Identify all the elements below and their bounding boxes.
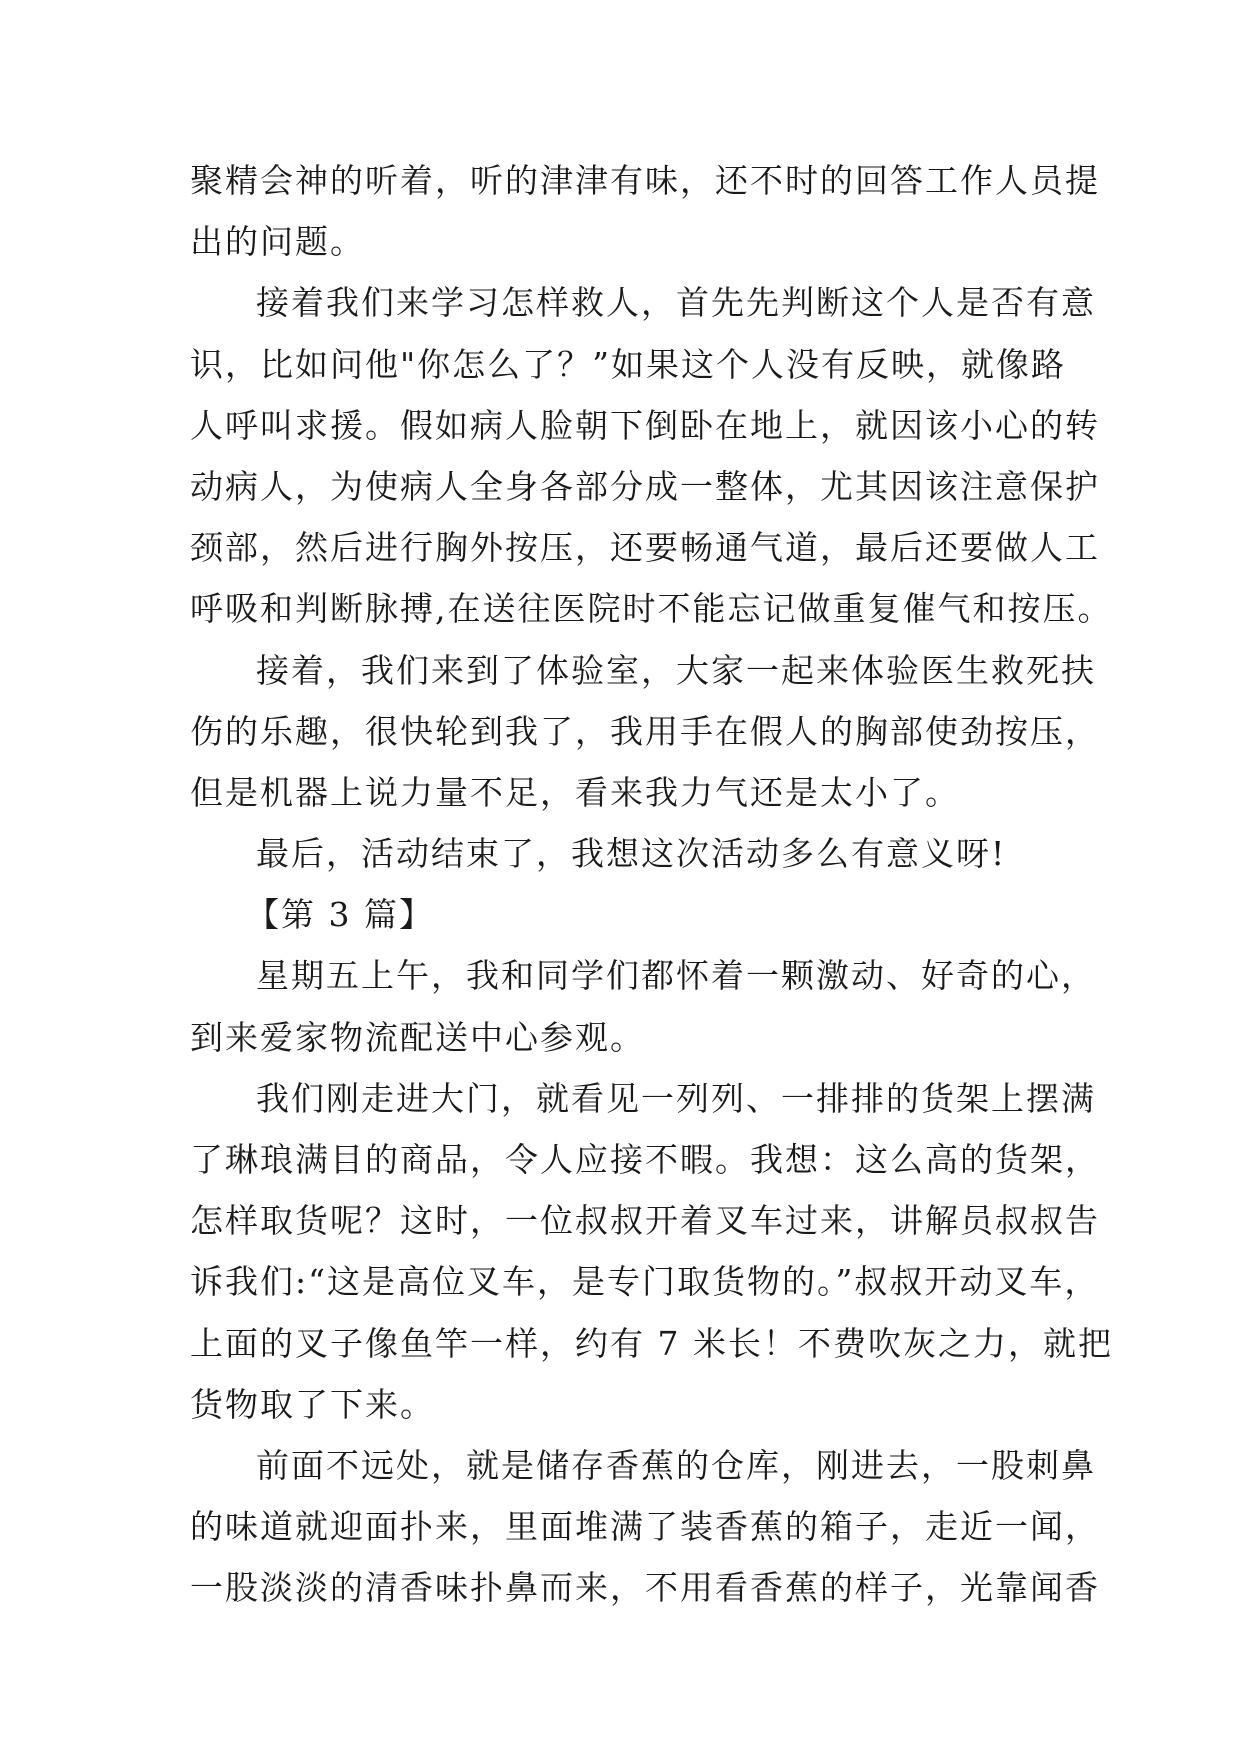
document-body: [190, 150, 1113, 1619]
text-line: 上面的叉子像鱼竿一样，约有 7 米长！不费吹灰之力，就把: [190, 1323, 1113, 1363]
paragraph-start-line: 最后，活动结束了，我想这次活动多么有意义呀!: [256, 834, 1007, 874]
text-line: 但是机器上说力量不足，看来我力气还是太小了。: [190, 772, 960, 812]
paragraph-start-line: 我们刚走进大门，就看见一列列、一排排的货架上摆满: [256, 1078, 1096, 1118]
text-line: 呼吸和判断脉搏,在送往医院时不能忘记做重复催气和按压。: [190, 589, 1113, 629]
text-line: 货物取了下来。: [190, 1384, 435, 1424]
paragraph-start-line: 前面不远处，就是储存香蕉的仓库，刚进去，一股刺鼻: [256, 1445, 1096, 1485]
text-line: 到来爱家物流配送中心参观。: [190, 1017, 645, 1057]
text-line: 人呼叫求援。假如病人脸朝下倒卧在地上，就因该小心的转: [190, 405, 1100, 445]
text-line: 动病人，为使病人全身各部分成一整体，尤其因该注意保护: [190, 466, 1100, 506]
text-line: 识，比如问他"你怎么了？”如果这个人没有反映，就像路: [190, 344, 1067, 384]
text-line: 诉我们:“这是高位叉车，是专门取货物的。”叔叔开动叉车，: [190, 1262, 1100, 1302]
text-line: 出的问题。: [190, 222, 365, 262]
text-line: 伤的乐趣，很快轮到我了，我用手在假人的胸部使劲按压，: [190, 711, 1100, 751]
text-line: 颈部，然后进行胸外按压，还要畅通气道，最后还要做人工: [190, 528, 1100, 568]
text-line: 的味道就迎面扑来，里面堆满了装香蕉的箱子，走近一闻，: [190, 1507, 1100, 1547]
text-line: 怎样取货呢？这时，一位叔叔开着叉车过来，讲解员叔叔告: [190, 1201, 1100, 1241]
text-line: 了琳琅满目的商品，令人应接不暇。我想：这么高的货架，: [190, 1140, 1100, 1179]
section-heading: 【第 3 篇】: [246, 895, 434, 935]
text-line: 一股淡淡的清香味扑鼻而来，不用看香蕉的样子，光靠闻香: [190, 1568, 1100, 1608]
paragraph-start-line: 星期五上午，我和同学们都怀着一颗激动、好奇的心，: [256, 956, 1096, 996]
paragraph-start-line: 接着我们来学习怎样救人，首先先判断这个人是否有意: [256, 283, 1096, 323]
text-line: 聚精会神的听着，听的津津有味，还不时的回答工作人员提: [190, 161, 1100, 200]
paragraph-start-line: 接着，我们来到了体验室，大家一起来体验医生救死扶: [256, 650, 1096, 690]
